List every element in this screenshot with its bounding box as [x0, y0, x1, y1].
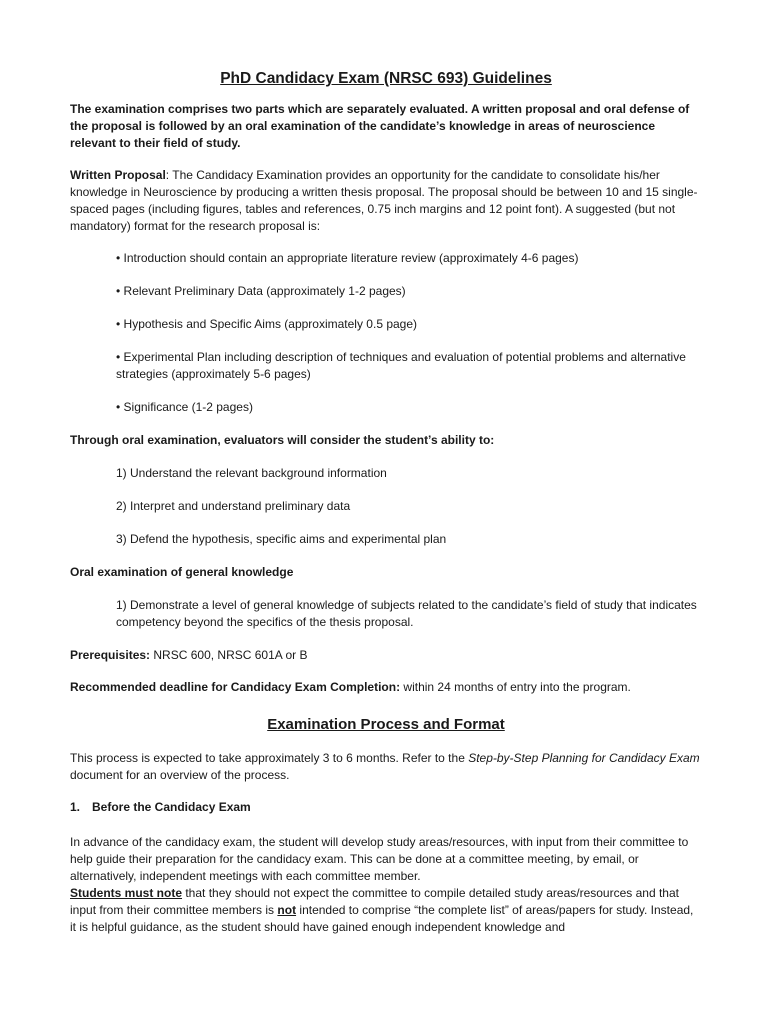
prerequisites-line	[70, 647, 702, 664]
oral-item: 3) Defend the hypothesis, specific aims and experimental plan	[116, 532, 447, 546]
prerequisites-label: Prerequisites:	[70, 648, 151, 662]
step-paragraph: In advance of the candidacy exam, the student will develop study areas/resources, with input from their committee to help guide their preparation for the candidacy exam. This can be done at a committee meeting, by email, or alternatively, independent meetings with each committee member.	[70, 835, 689, 883]
oral-exam-heading: Through oral examination, evaluators will consider the student’s ability to:	[70, 433, 495, 447]
page-title: PhD Candidacy Exam (NRSC 693) Guidelines	[220, 70, 552, 87]
general-item: 1) Demonstrate a level of general knowledge of subjects related to the candidate’s field of study that indicates competency beyond the specifics of the thesis proposal.	[116, 598, 697, 629]
oral-item: 2) Interpret and understand preliminary data	[116, 499, 351, 513]
written-proposal-paragraph	[70, 167, 702, 235]
format-item: • Introduction should contain an appropriate literature review (approximately 4-6 pages)	[116, 251, 579, 265]
step-number: 1.	[70, 800, 81, 814]
deadline-line	[70, 679, 702, 696]
format-item: • Hypothesis and Specific Aims (approximately 0.5 page)	[116, 317, 418, 331]
note-emphasis: not	[277, 903, 297, 917]
deadline-label: Recommended deadline for Candidacy Exam Completion:	[70, 680, 401, 694]
process-intro-before: This process is expected to take approximately 3 to 6 months. Refer to the	[70, 751, 469, 765]
process-intro	[70, 750, 702, 784]
document-page	[70, 70, 702, 936]
step-heading	[70, 799, 702, 816]
written-proposal-label: Written Proposal	[70, 168, 166, 182]
note-text-1: that they should not expect the committee to compile detailed study areas/resources and that input from their committee members is	[70, 886, 679, 917]
section-title: Examination Process and Format	[267, 716, 505, 733]
oral-item: 1) Understand the relevant background information	[116, 466, 387, 480]
deadline-text: within 24 months of entry into the program.	[400, 680, 631, 694]
process-intro-reference: Step-by-Step Planning for Candidacy Exam	[468, 751, 700, 765]
written-proposal-text: : The Candidacy Examination provides an opportunity for the candidate to consolidate his/her knowledge in Neuroscience by producing a written thesis proposal. The proposal should be between 10 and 15 single-spaced pages (including figures, tables and references, 0.75 inch margins and 12 point font). A suggested (but not mandatory) format for the research proposal is:	[70, 168, 698, 233]
intro-paragraph: The examination comprises two parts which are separately evaluated. A written proposal and oral defense of the proposal is followed by an oral examination of the candidate’s knowledge in areas of neuroscience relevant to their field of study.	[70, 102, 690, 150]
note-label: Students must note	[70, 886, 183, 900]
note-paragraph	[70, 885, 702, 936]
prerequisites-text: NRSC 600, NRSC 601A or B	[150, 648, 308, 662]
format-item: • Significance (1-2 pages)	[116, 400, 253, 414]
step-title: Before the Candidacy Exam	[92, 800, 251, 814]
process-intro-after: document for an overview of the process.	[70, 768, 290, 782]
format-item: • Relevant Preliminary Data (approximately 1-2 pages)	[116, 284, 406, 298]
general-knowledge-heading: Oral examination of general knowledge	[70, 565, 294, 579]
note-text-2: intended to comprise “the complete list” of areas/papers for study. Instead, it is helpful guidance, as the student should have gained enough independent knowledge and	[70, 903, 694, 934]
format-item: • Experimental Plan including description of techniques and evaluation of potential problems and alternative strategies (approximately 5-6 pages)	[116, 350, 686, 381]
